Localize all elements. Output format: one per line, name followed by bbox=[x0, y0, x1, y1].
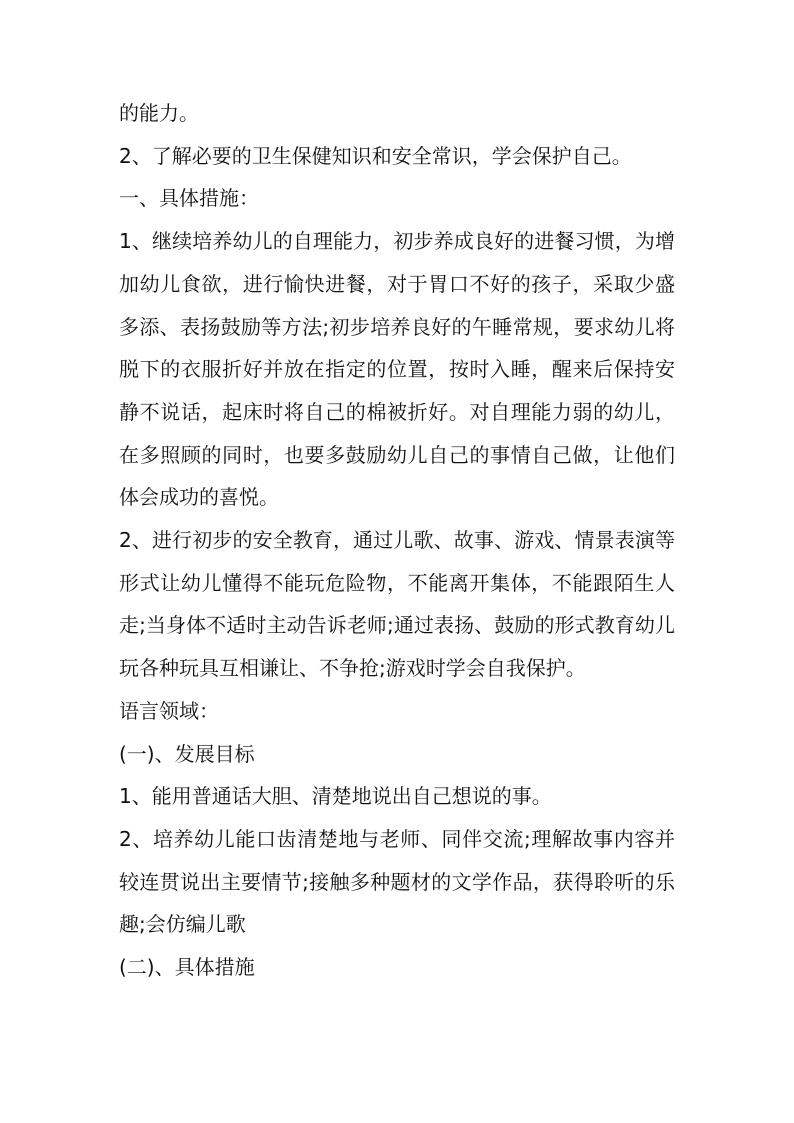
document-body bbox=[119, 92, 675, 989]
paragraph-ability-continuation: 的能力。 bbox=[119, 101, 199, 125]
heading-specific-measures: 一、具体措施： bbox=[119, 186, 259, 211]
paragraph-language-goal-1: 1、能用普通话大胆、清楚地说出自己想说的事。 bbox=[119, 784, 552, 809]
heading-language-domain: 语言领域： bbox=[119, 698, 219, 723]
paragraph-self-care-measure: 1、继续培养幼儿的自理能力，初步养成良好的进餐习惯，为增加幼儿食欲，进行愉快进餐，对于胃口不好的孩子，采取少盛多添、表扬鼓励等方法;初步培养良好的午睡常规，要求幼儿将脱下的衣服折好并放在指定的位置，按时入睡，醒来后保持安静不说话，起床时将自己的棉被折好。对自理能力弱的幼儿，在多照顾的同时，也要多鼓励幼儿自己的事情自己做，让他们体会成功的喜悦。 bbox=[119, 229, 675, 510]
paragraph-language-goal-2: 2、培养幼儿能口齿清楚地与老师、同伴交流;理解故事内容并较连贯说出主要情节;接触多种题材的文学作品，获得聆听的乐趣;会仿编儿歌 bbox=[119, 826, 675, 937]
heading-development-goals: (一)、发展目标 bbox=[119, 741, 255, 766]
heading-language-measures: (二)、具体措施 bbox=[119, 955, 255, 980]
paragraph-safety-education-measure: 2、进行初步的安全教育，通过儿歌、故事、游戏、情景表演等形式让幼儿懂得不能玩危险物，不能离开集体，不能跟陌生人走;当身体不适时主动告诉老师;通过表扬、鼓励的形式教育幼儿玩各种玩具互相谦让、不争抢;游戏时学会自我保护。 bbox=[119, 528, 675, 681]
paragraph-hygiene-safety-goal: 2、了解必要的卫生保健知识和安全常识，学会保护自己。 bbox=[119, 143, 632, 168]
